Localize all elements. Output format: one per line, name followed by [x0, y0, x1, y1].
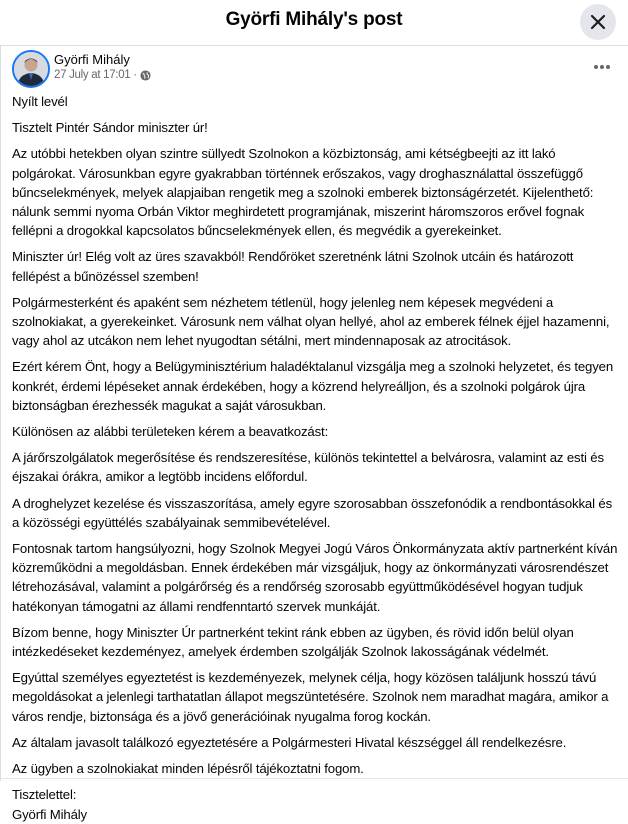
- post-paragraph: Az utóbbi hetekben olyan szintre süllyedt Szolnokon a közbiztonság, ami kétségbeejti az itt lakó polgárokat. Városunkban egyre gyakrabban történnek erőszakos, vagy droghasználattal összefüggő bűncselekmények, melyek alapjaiban rengetik meg a szolnoki emberek biztonságérzetét. Kijelenthető: nálunk semmi nyoma Orbán Viktor meghirdetett programjának, miszerint háromszoros erővel fognak fellépni a drogokkal kapcsolatos bűncselekmények ellen, és megvédik a gyerekeinket.: [12, 146, 594, 239]
- post-timestamp[interactable]: 27 July at 17:01 ·: [54, 69, 137, 81]
- dialog-header: [0, 0, 628, 46]
- dialog-left-border: [0, 46, 1, 781]
- post-paragraph: A droghelyzet kezelése és visszaszorítása, amely egyre szorosabban összefonódik a rendbontásokkal és a közösségi együttélés szabályainak semmibevételével.: [12, 495, 613, 530]
- more-options-button[interactable]: [590, 58, 614, 76]
- avatar[interactable]: [12, 50, 50, 88]
- more-options-icon-dot: [600, 65, 604, 69]
- avatar-image: [14, 52, 48, 86]
- post-paragraph: Miniszter úr! Elég volt az üres szavakból! Rendőröket szeretnénk látni Szolnok utcáin és határozott fellépést a bűnözéssel szemben!: [12, 249, 574, 284]
- dialog-title: Györfi Mihály's post: [225, 9, 403, 30]
- post-paragraph: Bízom benne, hogy Miniszter Úr partnerként tekint ránk ebben az ügyben, és rövid időn belül olyan intézkedéseket kezdeményez, amelyek érdemben szolgálják Szolnok lakosságának védelmét.: [12, 624, 574, 660]
- post-body: [12, 92, 618, 824]
- post-bottom-divider: [0, 778, 628, 779]
- post-paragraph: Az általam javasolt találkozó egyeztetésére a Polgármesteri Hivatal készséggel áll rendelkezésre.: [12, 734, 567, 750]
- author-name[interactable]: Györfi Mihály: [54, 52, 130, 67]
- more-options-icon-dot: [606, 65, 610, 69]
- more-options-icon-dot: [594, 65, 598, 69]
- close-icon: [590, 14, 606, 30]
- post-paragraph: Az ügyben a szolnokiakat minden lépésről tájékoztatni fogom.: [12, 761, 364, 777]
- post-meta: [54, 69, 151, 81]
- post-paragraph: Egyúttal személyes egyeztetést is kezdeményezek, melynek célja, hogy közösen találjunk hosszú távú megoldásokat a jelenlegi tarthatatlan állapot megszüntetésére. Szolnok nem maradhat magára, amikor a város rendje, biztonsága és a jövő generációinak nyugalma forog kockán.: [12, 670, 609, 724]
- globe-icon: [140, 70, 151, 81]
- close-button[interactable]: [580, 4, 616, 40]
- post-paragraph: A járőrszolgálatok megerősítése és rendszeresítése, különös tekintettel a belvárosra, valamint az esti és éjszakai órákra, amikor a legtöbb incidens előfordul.: [12, 450, 604, 485]
- post-signature: Györfi Mihály: [12, 806, 87, 822]
- post-paragraph: Különösen az alábbi területeken kérem a beavatkozást:: [12, 424, 329, 440]
- post-closing: Tisztelettel:: [12, 787, 77, 803]
- post-paragraph: Nyílt levél: [12, 94, 68, 109]
- post-paragraph: Ezért kérem Önt, hogy a Belügyminisztérium haladéktalanul vizsgálja meg a szolnoki helyzetet, és tegyen konkrét, érdemi lépéseket annak érdekében, hogy a közrend helyreálljon, és a szolnoki polgárok újra biztonságban érezhessék magukat a saját városukban.: [12, 359, 614, 413]
- post-paragraph: Tisztelt Pintér Sándor miniszter úr!: [12, 120, 208, 136]
- post-paragraph: Fontosnak tartom hangsúlyozni, hogy Szolnok Megyei Jogú Város Önkormányzata aktív partnerként kíván közreműködni a megoldásban. Ennek érdekében már vizsgáljuk, hogy az önkormányzati városrendészet létrehozásával, valamint a polgárőrség és a rendőrség szorosabb együttműködésével hogyan tudjuk hatékonyan támogatni az állami rendfenntartó szervek munkáját.: [12, 541, 618, 614]
- post-author-row: [12, 50, 612, 90]
- post-paragraph: Polgármesterként és apaként sem nézhetem tétlenül, hogy jelenleg nem képesek megvédeni a szolnokiakat, a gyerekeinket. Városunk nem válhat olyan hellyé, ahol az emberek félnek éjjel hazamenni, vagy ahol az utcákon nem lehet nyugodtan sétálni, mert mindennaposak az atrocitások.: [12, 294, 610, 349]
